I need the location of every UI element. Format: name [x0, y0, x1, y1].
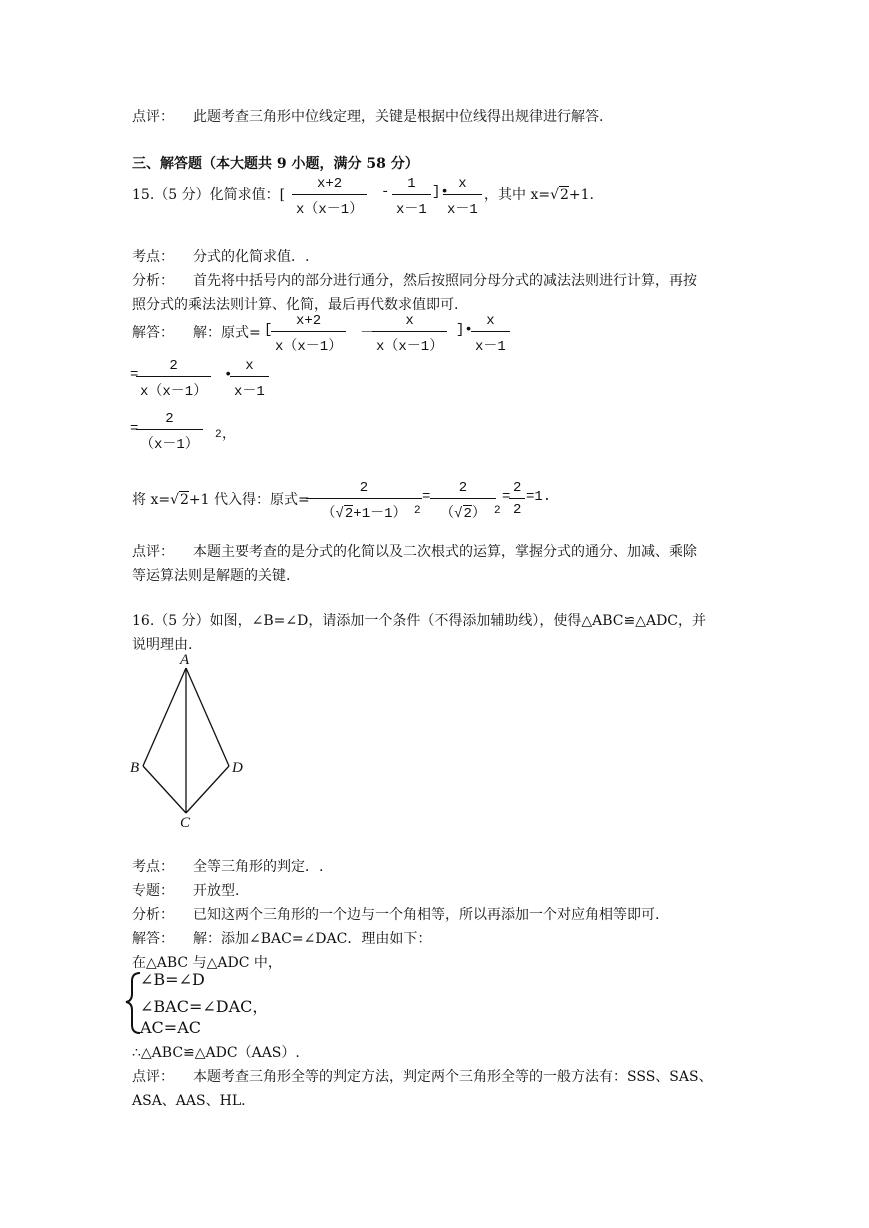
- q16-kaodian: 全等三角形的判定．.: [193, 859, 324, 875]
- system-eq-3: AC=AC: [140, 1018, 201, 1037]
- q16-fenxi-label: 分析：: [132, 907, 174, 923]
- exponent: 2: [414, 505, 421, 517]
- bracket-close: ]•: [456, 322, 473, 338]
- step1-fraction-1: [271, 313, 346, 355]
- substitution-text: [132, 489, 310, 509]
- numerator: x: [486, 313, 495, 329]
- q15-kaodian-label: 考点：: [132, 249, 174, 265]
- step1-fraction-2: [372, 313, 447, 355]
- denominator: x－1: [396, 202, 427, 218]
- q16-kaodian-label: 考点：: [132, 859, 174, 875]
- q15-dianping-line2: 等运算法则是解题的关键.: [132, 568, 291, 584]
- bracket-close: ]•: [432, 184, 449, 200]
- equals-sign: =: [130, 421, 139, 437]
- q15-fraction-1: [292, 176, 367, 218]
- numerator: x+2: [296, 313, 322, 329]
- suffix-end: +1.: [568, 187, 595, 203]
- q15-prefix: 15.（5 分）化简求值：[: [132, 187, 286, 203]
- numerator: 1: [407, 176, 416, 192]
- q16-zhuanti-label: 专题：: [132, 883, 174, 899]
- step2-fraction-2: [230, 358, 269, 400]
- q16-conclusion: ∴△ABC≌△ADC（AAS）.: [132, 1045, 300, 1061]
- numerator: 2: [359, 480, 369, 496]
- denominator: x－1: [475, 339, 506, 355]
- exponent: 2: [494, 505, 501, 517]
- equals-sign: =: [130, 367, 139, 383]
- q16-dianping-label: 点评：: [132, 1069, 174, 1085]
- denominator: x（x－1）: [140, 384, 208, 400]
- q16-dianping-line1: 本题考查三角形全等的判定方法，判定两个三角形全等的一般方法有：SSS、SAS、: [193, 1069, 713, 1085]
- review-label: 点评：: [132, 109, 174, 125]
- denominator: x（x－1）: [275, 339, 343, 355]
- denominator: x（x－1）: [376, 339, 444, 355]
- sub-fraction-1: [306, 480, 422, 522]
- step3-fraction: [136, 411, 203, 453]
- q16-dianping-line2: ASA、AAS、HL.: [132, 1093, 246, 1109]
- review-text: 此题考查三角形中位线定理，关键是根据中位线得出规律进行解答.: [193, 109, 604, 125]
- denominator: x－1: [234, 384, 265, 400]
- q15-fraction-3: [443, 176, 482, 218]
- denominator: （x－1）: [140, 437, 199, 453]
- q16-zhuanti: 开放型.: [193, 883, 240, 899]
- numerator: 2: [165, 411, 174, 427]
- denominator: （√2）: [440, 506, 486, 522]
- numerator: 2: [169, 358, 178, 374]
- denominator: （√2+1－1）: [321, 506, 407, 522]
- q15-fenxi-line2: 照分式的乘法法则计算、化简，最后再代数求值即可.: [132, 297, 459, 313]
- denominator: 2: [513, 502, 522, 518]
- q15-fenxi-label: 分析：: [132, 273, 174, 289]
- sub-prefix: 将 x=: [132, 492, 171, 508]
- system-eq-2: ∠BAC=∠DAC，: [140, 997, 269, 1016]
- equals-sign: =: [502, 489, 511, 505]
- numerator: x: [405, 313, 414, 329]
- denominator: x（x－1）: [296, 202, 364, 218]
- sub-fraction-3: [509, 480, 525, 518]
- sub-suffix: +1 代入得：原式=: [188, 492, 310, 508]
- step1-fraction-3: [471, 313, 510, 355]
- q15-suffix: [484, 184, 594, 204]
- segment-dc: [186, 766, 229, 813]
- q15-fraction-2: [392, 176, 431, 218]
- q15-dianping-line1: 本题主要考查的是分式的化简以及二次根式的运算，掌握分式的通分、加减、乘除: [193, 544, 697, 560]
- minus-sign: －: [360, 326, 374, 342]
- sqrt-radicand: 2: [180, 492, 189, 508]
- sqrt-radicand: 2: [560, 187, 569, 203]
- equals-sign: =: [422, 489, 431, 505]
- q16-in-line: 在△ABC 与△ADC 中，: [132, 955, 282, 971]
- q16-jieda-label: 解答：: [132, 931, 174, 947]
- bracket-open: [: [264, 322, 273, 338]
- comma: ，: [222, 427, 236, 443]
- q15-fenxi-line1: 首先将中括号内的部分进行通分，然后按照同分母分式的减法法则进行计算，再按: [193, 273, 697, 289]
- exponent: 2: [215, 429, 222, 441]
- numerator: x: [458, 176, 467, 192]
- segment-bc: [143, 766, 186, 813]
- q16-line1: 16.（5 分）如图，∠B=∠D，请添加一个条件（不得添加辅助线），使得△ABC≌△ADC，并: [132, 613, 707, 629]
- sqrt-sign: √: [550, 187, 559, 203]
- suffix-text: ，其中 x=: [484, 187, 551, 203]
- q15-jieda-label: 解答：: [132, 325, 174, 341]
- dot-sign: •: [224, 367, 233, 383]
- numerator: x+2: [317, 176, 343, 192]
- segment-ab: [143, 668, 186, 766]
- q15-kaodian: 分式的化简求值．.: [193, 249, 310, 265]
- vertex-d-label: D: [232, 760, 243, 776]
- numerator: 2: [458, 480, 468, 496]
- section-heading: 三、解答题（本大题共 9 小题，满分 58 分）: [132, 156, 419, 172]
- sub-fraction-2: [430, 480, 496, 522]
- minus-sign: -: [381, 184, 390, 200]
- vertex-b-label: B: [130, 760, 140, 776]
- q16-fenxi: 已知这两个三角形的一个边与一个角相等，所以再添加一个对应角相等即可.: [193, 907, 660, 923]
- system-eq-1: ∠B=∠D: [140, 970, 205, 989]
- q16-jieda: 解：添加∠BAC=∠DAC．理由如下：: [193, 931, 432, 947]
- sqrt-sign: √: [170, 492, 179, 508]
- segment-ad: [186, 668, 229, 766]
- vertex-a-label: A: [180, 652, 190, 668]
- result: =1.: [526, 489, 552, 505]
- numerator: x: [245, 358, 254, 374]
- q16-line2: 说明理由.: [132, 637, 193, 653]
- vertex-c-label: C: [180, 815, 191, 831]
- step2-fraction-1: [136, 358, 211, 400]
- denominator: x－1: [447, 202, 478, 218]
- q15-jieda-prefix: 解：原式=: [193, 325, 261, 341]
- q15-dianping-label: 点评：: [132, 544, 174, 560]
- numerator: 2: [513, 480, 522, 496]
